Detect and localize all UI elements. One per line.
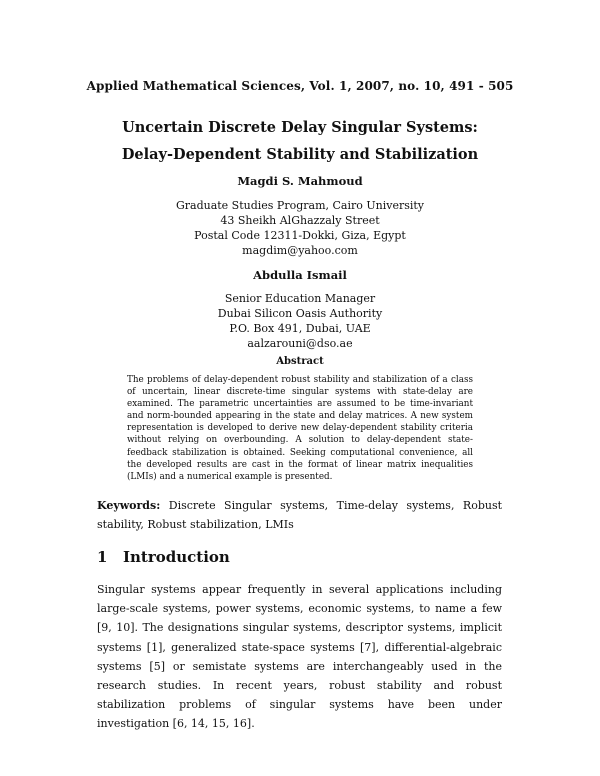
keywords-label: Keywords: [97,499,161,512]
author-name: Abdulla Ismail [253,268,347,282]
section-body: Singular systems appear frequently in several applications including large-scale systems, power systems, economic systems, to name a few [9, 10]. The designations singular systems, descriptor systems, implicit systems [1], generalized state-space systems [7], differential-algebraic systems [5] or semistate systems are interchangeably used in the research studies. In recent years, robust stability and robust stabilization problems of singular systems have been under investigation [6, 14, 15, 16]. [97,583,502,731]
paper-title-line-2: Delay-Dependent Stability and Stabilization [121,146,479,163]
paper-title-line-1: Uncertain Discrete Delay Singular Systems: [122,119,478,136]
abstract-heading: Abstract [276,356,324,367]
author-affiliation [0,198,600,258]
section-number: 1 [97,548,108,566]
abstract-text: The problems of delay-dependent robust stability and stabilization of a class of uncertain, linear discrete-time singular systems with state-delay are examined. The parametric uncertainties are assumed to be time-invariant and norm-bounded appearing in the state and delay matrices. A new system representation is developed to derive new delay-dependent stability criteria without relying on overbounding. A solution to delay-dependent state-feedback stabilization is obtained. Seeking computational convenience, all the developed results are cast in the format of linear matrix inequalities (LMIs) and a numerical example is presented. [127,375,473,482]
affiliation-line: P.O. Box 491, Dubai, UAE [229,322,371,335]
keywords-text: Discrete Singular systems, Time-delay systems, Robust stability, Robust stabilization, LMIs [97,499,503,531]
author-affiliation [0,291,600,351]
affiliation-line: Graduate Studies Program, Cairo University [175,199,425,212]
affiliation-line: Senior Education Manager [224,292,376,305]
affiliation-line: Postal Code 12311-Dokki, Giza, Egypt [194,229,406,242]
journal-header: Applied Mathematical Sciences, Vol. 1, 2007, no. 10, 491 - 505 [86,79,514,93]
author-email: magdim@yahoo.com [242,244,358,257]
affiliation-line: 43 Sheikh AlGhazzaly Street [220,214,380,227]
affiliation-line: Dubai Silicon Oasis Authority [217,307,383,320]
keywords [97,496,502,534]
author-email: aalzarouni@dso.ae [247,337,353,350]
author-name: Magdi S. Mahmoud [237,174,363,188]
section-title: Introduction [123,548,230,566]
